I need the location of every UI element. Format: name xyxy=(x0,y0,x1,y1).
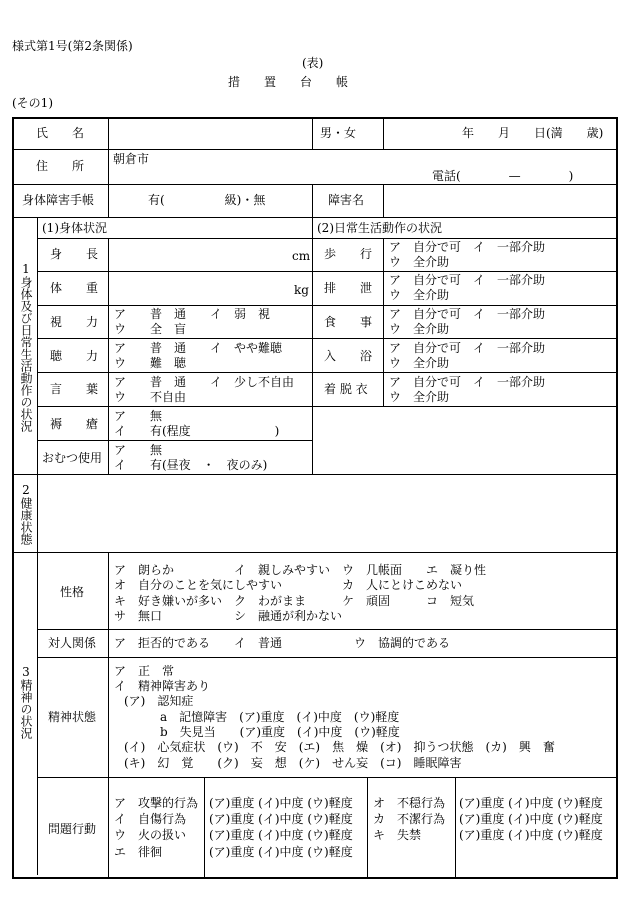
relation-options: ア 拒否的である イ 普通 ウ 協調的である xyxy=(114,636,451,650)
adl-option: ア 自分で可 イ 一部介助 xyxy=(389,240,546,254)
meal-label: 食 事 xyxy=(324,315,373,329)
part-label: (その1) xyxy=(12,96,53,110)
section1-label: 1身体及び日常生活動作の状況 xyxy=(19,262,33,432)
problem-option: エ 徘徊 xyxy=(114,845,163,859)
diaper-label: おむつ使用 xyxy=(42,451,103,465)
severity-options: (ア)重度 (イ)中度 (ウ)軽度 xyxy=(209,796,353,810)
adl-option: ウ 全介助 xyxy=(389,288,450,302)
mental-option: b 失見当 (ア)重度 (イ)中度 (ウ)軽度 xyxy=(160,725,400,739)
diaper-option: イ 有(昼夜 ・ 夜のみ) xyxy=(114,458,268,472)
severity-options: (ア)重度 (イ)中度 (ウ)軽度 xyxy=(209,845,353,859)
phone-field: 電話( — ) xyxy=(432,169,574,183)
adl-option: ウ 全介助 xyxy=(389,390,450,404)
severity-options: (ア)重度 (イ)中度 (ウ)軽度 xyxy=(209,812,353,826)
address-label: 住 所 xyxy=(36,159,85,173)
severity-options: (ア)重度 (イ)中度 (ウ)軽度 xyxy=(459,828,603,842)
body-status-title: (1)身体状況 xyxy=(42,221,107,235)
bedsore-option: ア 無 xyxy=(114,409,163,423)
mental-option: (キ) 幻 覚 (ク) 妄 想 (ケ) せん妄 (コ) 睡眠障害 xyxy=(124,756,462,770)
height-label: 身 長 xyxy=(50,247,99,261)
problem-label: 問題行動 xyxy=(48,822,97,836)
section2-label: 2健康状態 xyxy=(19,483,33,545)
problem-option: カ 不潔行為 xyxy=(373,812,446,826)
adl-option: ウ 全介助 xyxy=(389,322,450,336)
problem-option: ア 攻撃的行為 xyxy=(114,796,199,810)
problem-option: キ 失禁 xyxy=(373,828,422,842)
disability-label: 障害名 xyxy=(328,193,365,207)
personality-option: ア 朗らか イ 親しみやすい ウ 几帳面 エ 凝り性 xyxy=(114,563,487,577)
severity-options: (ア)重度 (イ)中度 (ウ)軽度 xyxy=(209,828,353,842)
diaper-option: ア 無 xyxy=(114,443,163,457)
adl-option: ウ 全介助 xyxy=(389,356,450,370)
bath-label: 入 浴 xyxy=(324,349,373,363)
adl-option: ア 自分で可 イ 一部介助 xyxy=(389,307,546,321)
problem-option: ウ 火の扱い xyxy=(114,828,187,842)
adl-option: ウ 全介助 xyxy=(389,255,450,269)
mental-option: (イ) 心気症状 (ウ) 不 安 (エ) 焦 燥 (オ) 抑うつ状態 (カ) 興 奮 xyxy=(124,740,555,754)
hearing-option: ウ 難 聴 xyxy=(114,356,187,370)
personality-option: サ 無口 シ 融通が利かない xyxy=(114,609,343,623)
birthdate-field: 年 月 日(満 歳) xyxy=(462,126,604,140)
mental-label: 精神状態 xyxy=(48,710,97,724)
adl-option: ア 自分で可 イ 一部介助 xyxy=(389,273,546,287)
problem-option: イ 自傷行為 xyxy=(114,812,187,826)
weight-unit: kg xyxy=(294,283,309,297)
walk-label: 歩 行 xyxy=(324,247,373,261)
adl-option: ア 自分で可 イ 一部介助 xyxy=(389,341,546,355)
handbook-value: 有( 級)・無 xyxy=(148,193,266,207)
adl-option: ア 自分で可 イ 一部介助 xyxy=(389,375,546,389)
dressing-label: 着 脱 衣 xyxy=(324,382,368,396)
address-value: 朝倉市 xyxy=(113,152,150,166)
severity-options: (ア)重度 (イ)中度 (ウ)軽度 xyxy=(459,812,603,826)
gender-field: 男・女 xyxy=(320,126,357,140)
section3-label: 3精神の状況 xyxy=(19,665,33,739)
speech-label: 言 葉 xyxy=(50,382,99,396)
vision-option: ウ 全 盲 xyxy=(114,322,187,336)
mental-option: a 記憶障害 (ア)重度 (イ)中度 (ウ)軽度 xyxy=(160,710,400,724)
adl-title: (2)日常生活動作の状況 xyxy=(317,221,442,235)
hearing-option: ア 普 通 イ やや難聴 xyxy=(114,341,283,355)
weight-label: 体 重 xyxy=(50,281,99,295)
personality-option: オ 自分のことを気にしやすい カ 人にとけこめない xyxy=(114,578,463,592)
mental-option: ア 正 常 xyxy=(114,664,175,678)
excretion-label: 排 泄 xyxy=(324,281,373,295)
form-number: 様式第1号(第2条関係) xyxy=(12,39,133,53)
mental-option: (ア) 認知症 xyxy=(124,694,194,708)
height-unit: cm xyxy=(292,249,311,263)
hearing-label: 聴 力 xyxy=(50,349,99,363)
speech-option: ア 普 通 イ 少し不自由 xyxy=(114,375,295,389)
mental-option: イ 精神障害あり xyxy=(114,679,211,693)
problem-option: オ 不穏行為 xyxy=(373,796,446,810)
vision-label: 視 力 xyxy=(50,315,99,329)
handbook-label: 身体障害手帳 xyxy=(22,193,95,207)
relation-label: 対人関係 xyxy=(48,636,97,650)
bedsore-label: 褥 瘡 xyxy=(50,417,99,431)
bedsore-option: イ 有(程度 ) xyxy=(114,424,280,438)
personality-label: 性格 xyxy=(60,585,85,599)
page-title: 措 置 台 帳 xyxy=(228,75,349,89)
speech-option: ウ 不自由 xyxy=(114,390,187,404)
name-label: 氏 名 xyxy=(36,126,85,140)
side-label: (表) xyxy=(302,56,324,70)
vision-option: ア 普 通 イ 弱 視 xyxy=(114,307,271,321)
personality-option: キ 好き嫌いが多い ク わがまま ケ 頑固 コ 短気 xyxy=(114,594,475,608)
severity-options: (ア)重度 (イ)中度 (ウ)軽度 xyxy=(459,796,603,810)
